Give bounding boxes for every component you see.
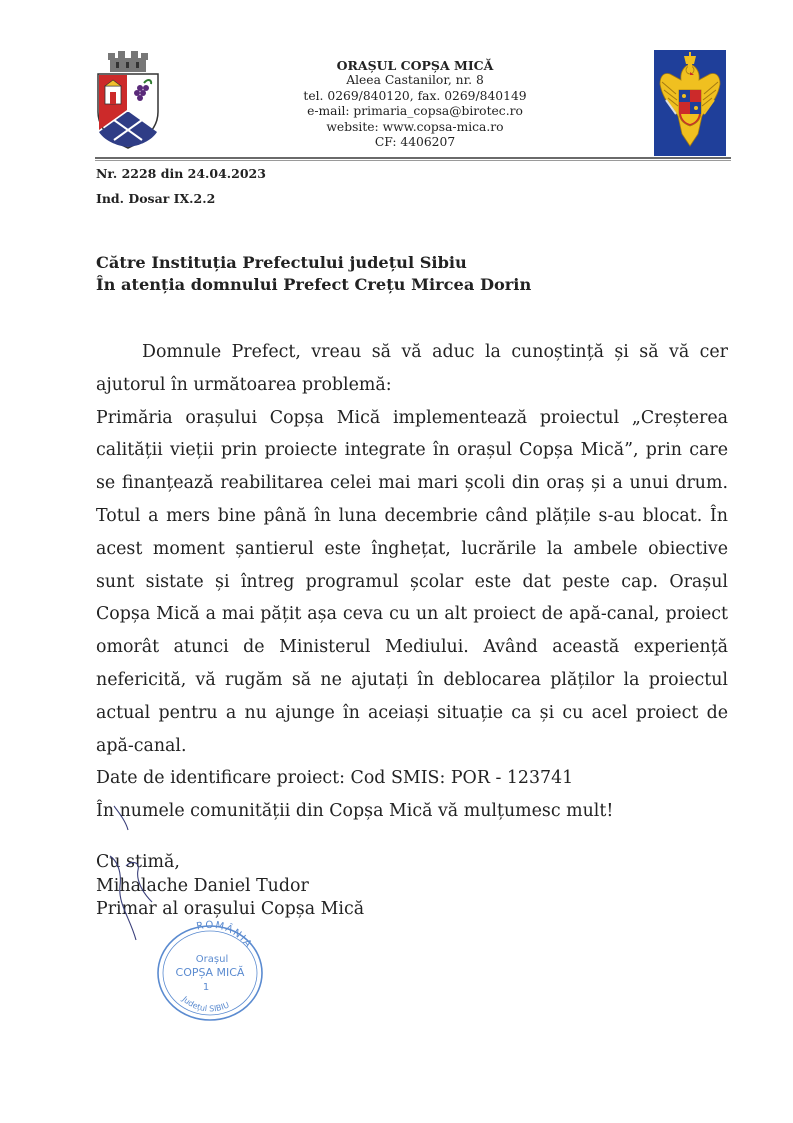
stamp-number: 1 [202, 982, 210, 993]
email: e-mail: primaria_copsa@birotec.ro [307, 104, 523, 119]
stamp-town: COPȘA MICĂ [175, 966, 245, 979]
body-paragraph-main: Primăria orașului Copșa Mică implementează proiectul „Creșterea calității vieții prin proiecte integrate în orașul Copșa Mică”, prin care se finanțează reabilitarea celei mai mari școli din oraș și a unui drum. Totul a mers bine până în luna decembrie când plățile s-au blocat. În acest moment șantierul este înghețat, lucrările la ambele obiective sunt sistate și întreg programul școlar este dat peste cap. Orașul Copșa Mică a mai pățit așa ceva cu un alt proiect de apă-canal, proiect omorât atunci de Ministerul Mediului. Având această experiență nefericită, vă rugăm să ne ajutați în deblocarea plăților la proiectul actual pentru a nu ajunge în aceiași situație ca și cu acel proiect de apă-canal. [96, 407, 728, 756]
file-index [96, 191, 215, 206]
website: website: www.copsa-mica.ro [326, 119, 504, 134]
town-coat-of-arms [96, 50, 160, 150]
official-stamp [150, 918, 268, 1024]
svg-text:Județul SIBIU [180, 994, 231, 1013]
signatory-name: Mihalache Daniel Tudor [96, 875, 309, 896]
svg-text:ROMÂNIA [196, 920, 255, 951]
stamp-county: Județul SIBIU [180, 994, 231, 1014]
fiscal-code: CF: 4406207 [374, 135, 456, 150]
letterhead [250, 58, 580, 150]
address: Aleea Castanilor, nr. 8 [346, 73, 484, 88]
phone-fax: tel. 0269/840120, fax. 0269/840149 [303, 88, 527, 103]
addressee-block [96, 252, 531, 296]
addressee-attention: În atenția domnului Prefect Crețu Mircea Dorin [96, 275, 532, 294]
institution-name: ORAȘUL COPȘA MICĂ [336, 58, 494, 73]
project-identification: Date de identificare proiect: Cod SMIS: POR - 123741 [96, 768, 574, 789]
stamp-line1: Orașul [195, 954, 229, 965]
file-index-value: IX.2.2 [173, 191, 216, 206]
registration-number: Nr. 2228 din 24.04.2023 [96, 166, 266, 181]
header-divider [95, 157, 731, 159]
closing-greeting: Cu stimă, [96, 852, 180, 872]
header-divider-thin [95, 160, 731, 161]
signatory-role: Primar al orașului Copșa Mică [96, 899, 365, 920]
stamp-country: ROMÂNIA [195, 919, 255, 951]
body-thanks: În numele comunității din Copșa Mică vă mulțumesc mult! [96, 801, 614, 822]
file-index-label: Ind. Dosar [96, 191, 170, 206]
romania-coat-of-arms [654, 50, 726, 156]
body-paragraph-intro: Domnule Prefect, vreau să vă aduc la cunoștință și să vă cer ajutorul în următoarea problemă: [96, 342, 728, 395]
addressee-institution: Către Instituția Prefectului județul Sibiu [96, 253, 467, 272]
letter-body [96, 336, 728, 828]
